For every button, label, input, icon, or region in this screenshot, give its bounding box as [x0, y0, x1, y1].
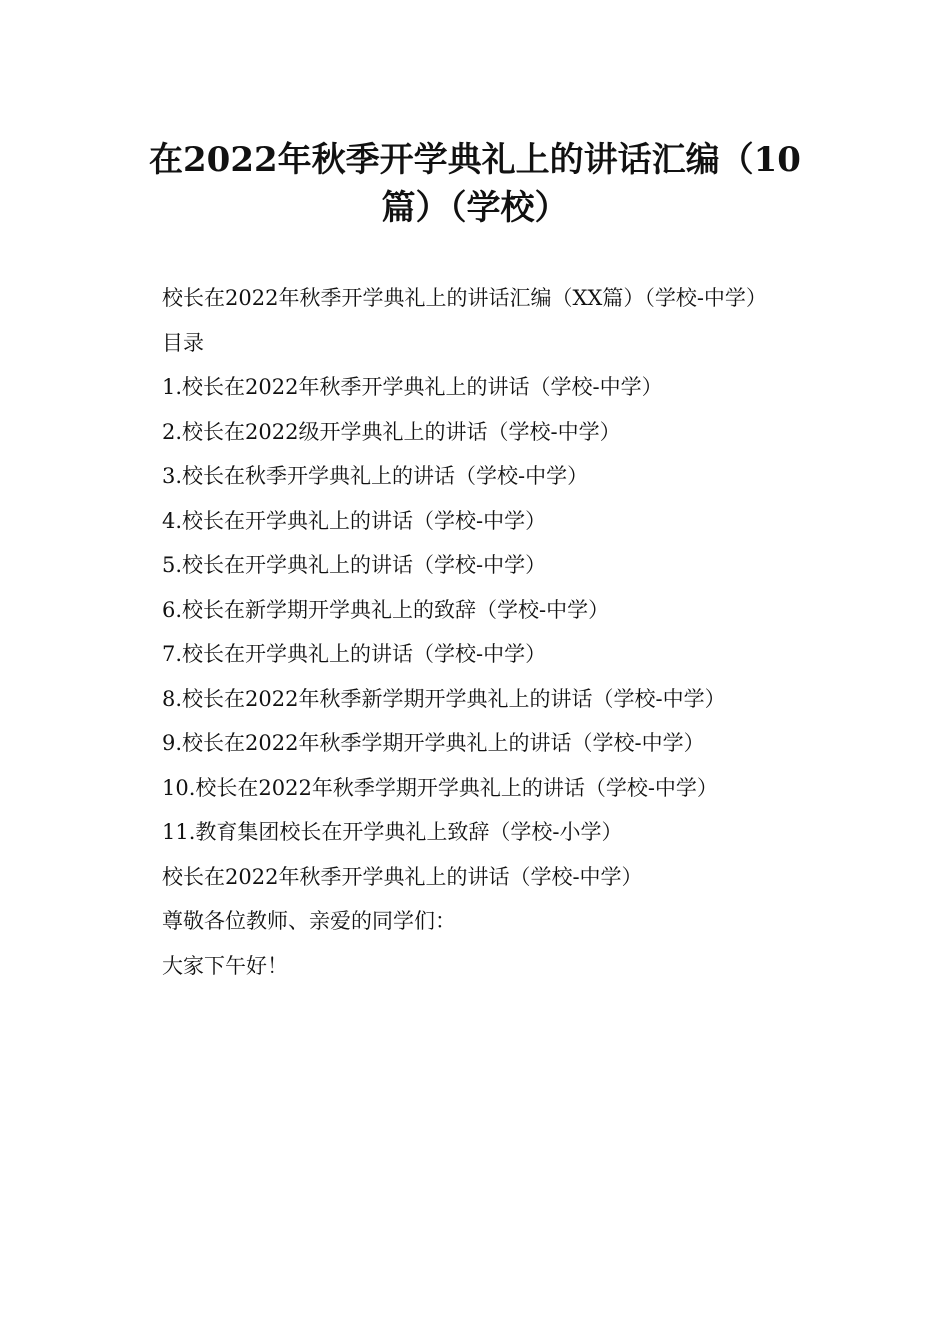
intro-paragraph: 校长在2022年秋季开学典礼上的讲话汇编（XX篇）（学校-中学） — [162, 286, 767, 310]
greeting: 大家下午好！ — [162, 953, 288, 978]
toc-item-1: 1.校长在2022年秋季开学典礼上的讲话（学校-中学） — [162, 375, 663, 399]
toc-item-3: 3.校长在秋季开学典礼上的讲话（学校-中学） — [162, 464, 589, 488]
toc-item-9: 9.校长在2022年秋季学期开学典礼上的讲话（学校-中学） — [162, 731, 705, 755]
title-line-2: 篇）（学校） — [381, 188, 569, 228]
toc-item-8: 8.校长在2022年秋季新学期开学典礼上的讲话（学校-中学） — [162, 686, 726, 711]
toc-heading: 目录 — [162, 330, 204, 355]
toc-item-7: 7.校长在开学典礼上的讲话（学校-中学） — [162, 642, 547, 666]
toc-item-5: 5.校长在开学典礼上的讲话（学校-中学） — [162, 553, 547, 577]
salutation: 尊敬各位教师、亲爱的同学们： — [162, 909, 456, 933]
toc-item-2: 2.校长在2022级开学典礼上的讲话（学校-中学） — [162, 419, 621, 444]
title-line-1: 在2022年秋季开学典礼上的讲话汇编（10 — [149, 140, 801, 180]
toc-item-10: 10.校长在2022年秋季学期开学典礼上的讲话（学校-中学） — [162, 775, 718, 800]
toc-item-6: 6.校长在新学期开学典礼上的致辞（学校-中学） — [162, 597, 610, 622]
toc-item-11: 11.教育集团校长在开学典礼上致辞（学校-小学） — [162, 820, 623, 844]
document-body — [120, 276, 826, 988]
toc-item-4: 4.校长在开学典礼上的讲话（学校-中学） — [162, 508, 547, 533]
document-title — [120, 136, 830, 232]
speech-heading: 校长在2022年秋季开学典礼上的讲话（学校-中学） — [162, 864, 643, 889]
